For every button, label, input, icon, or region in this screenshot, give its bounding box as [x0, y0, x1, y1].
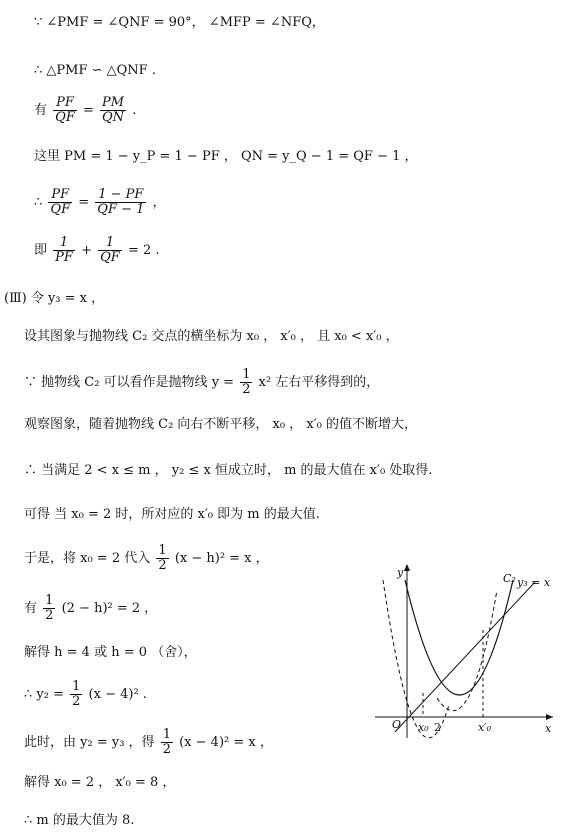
line-then: 此时，由 y₂ = y₃ ，得 $\frac{1}{2}$ (x − 4)² = x ，	[24, 727, 273, 757]
line-conclusion: ∴ m 的最大值为 8.	[24, 813, 135, 828]
x-axis-label: x	[545, 722, 552, 735]
line-condition: ∴ 当满足 2 < x ≤ m ， y₂ ≤ x 恒成立时， m 的最大值在 x′₀ 处取得.	[24, 463, 433, 478]
line-therefore-ratio: ∴ $\frac{PF}{QF}$ = $\frac{1 - PF}{QF - 1}$ ，	[34, 187, 166, 217]
prefix: 有	[34, 103, 48, 118]
tick-x0: x₀	[418, 721, 429, 734]
line-intersection: 设其图象与抛物线 C₂ 交点的横坐标为 x₀ ， x′₀ ， 且 x₀ < x′₀ ，	[24, 329, 399, 344]
fraction: $\frac{1}{2}$	[242, 367, 251, 397]
dashed-parabola-left	[383, 580, 449, 738]
function-graph	[375, 560, 560, 740]
line-sum: 即 $\frac{1}{PF}$ + $\frac{1}{QF}$ = 2 .	[34, 235, 160, 265]
line-solve-h: 解得 h = 4 或 h = 0 （舍），	[24, 645, 197, 660]
origin-label: O	[392, 718, 402, 731]
line-ratio: 有 $\frac{PF}{QF}$ = $\frac{PM}{QN}$ .	[34, 95, 137, 125]
line-y3	[395, 582, 535, 732]
curve-c2-label: C₂	[503, 572, 516, 585]
line-observe: 观察图象，随着抛物线 C₂ 向右不断平移， x₀ ， x′₀ 的值不断增大，	[24, 417, 417, 432]
line-here: 这里 PM = 1 − y_P = 1 − PF ， QN = y_Q − 1 = QF − 1 ，	[34, 149, 418, 164]
y-axis-label: y	[397, 566, 404, 579]
tick-x0prime: x′₀	[478, 721, 492, 734]
line-y3-label: y₃ = x	[517, 576, 551, 589]
fraction: $\frac{1}{PF}$	[55, 235, 73, 265]
fraction: $\frac{1}{2}$	[72, 679, 81, 709]
tick-2: 2	[434, 721, 441, 734]
section-iii: (Ⅲ) 令 y₃ = x ，	[4, 291, 105, 306]
fraction: $\frac{1}{2}$	[45, 593, 54, 623]
line-have: 有 $\frac{1}{2}$ (2 − h)² = 2 ，	[24, 593, 158, 623]
fraction: $\frac{1}{2}$	[162, 727, 171, 757]
fraction: $\frac{1 - PF}{QF - 1}$	[97, 187, 145, 217]
line-substitute: 于是，将 x₀ = 2 代入 $\frac{1}{2}$ (x − h)² = x ，	[24, 543, 269, 573]
line-parabola-shift: ∵ 抛物线 C₂ 可以看作是抛物线 y = $\frac{1}{2}$ x² 左右平移得到的，	[24, 367, 380, 397]
y-axis-arrow	[404, 564, 410, 571]
line-solve-x: 解得 x₀ = 2 ， x′₀ = 8 ，	[24, 775, 176, 790]
line-y2: ∴ y₂ = $\frac{1}{2}$ (x − 4)² .	[24, 679, 147, 709]
fraction: $\frac{1}{2}$	[158, 543, 167, 573]
line-similar-triangles: ∴ △PMF ∽ △QNF .	[34, 63, 156, 78]
parabola-c2	[405, 580, 513, 695]
fraction: $\frac{PF}{QF}$	[55, 95, 75, 125]
line-similar-angles: ∵ ∠PMF = ∠QNF = 90°， ∠MFP = ∠NFQ，	[34, 15, 325, 30]
fraction: $\frac{1}{QF}$	[100, 235, 120, 265]
x-axis-arrow	[546, 714, 553, 720]
fraction: $\frac{PM}{QN}$	[102, 95, 125, 125]
fraction: $\frac{PF}{QF}$	[50, 187, 71, 217]
line-obtain: 可得 当 x₀ = 2 时，所对应的 x′₀ 即为 m 的最大值.	[24, 507, 320, 522]
